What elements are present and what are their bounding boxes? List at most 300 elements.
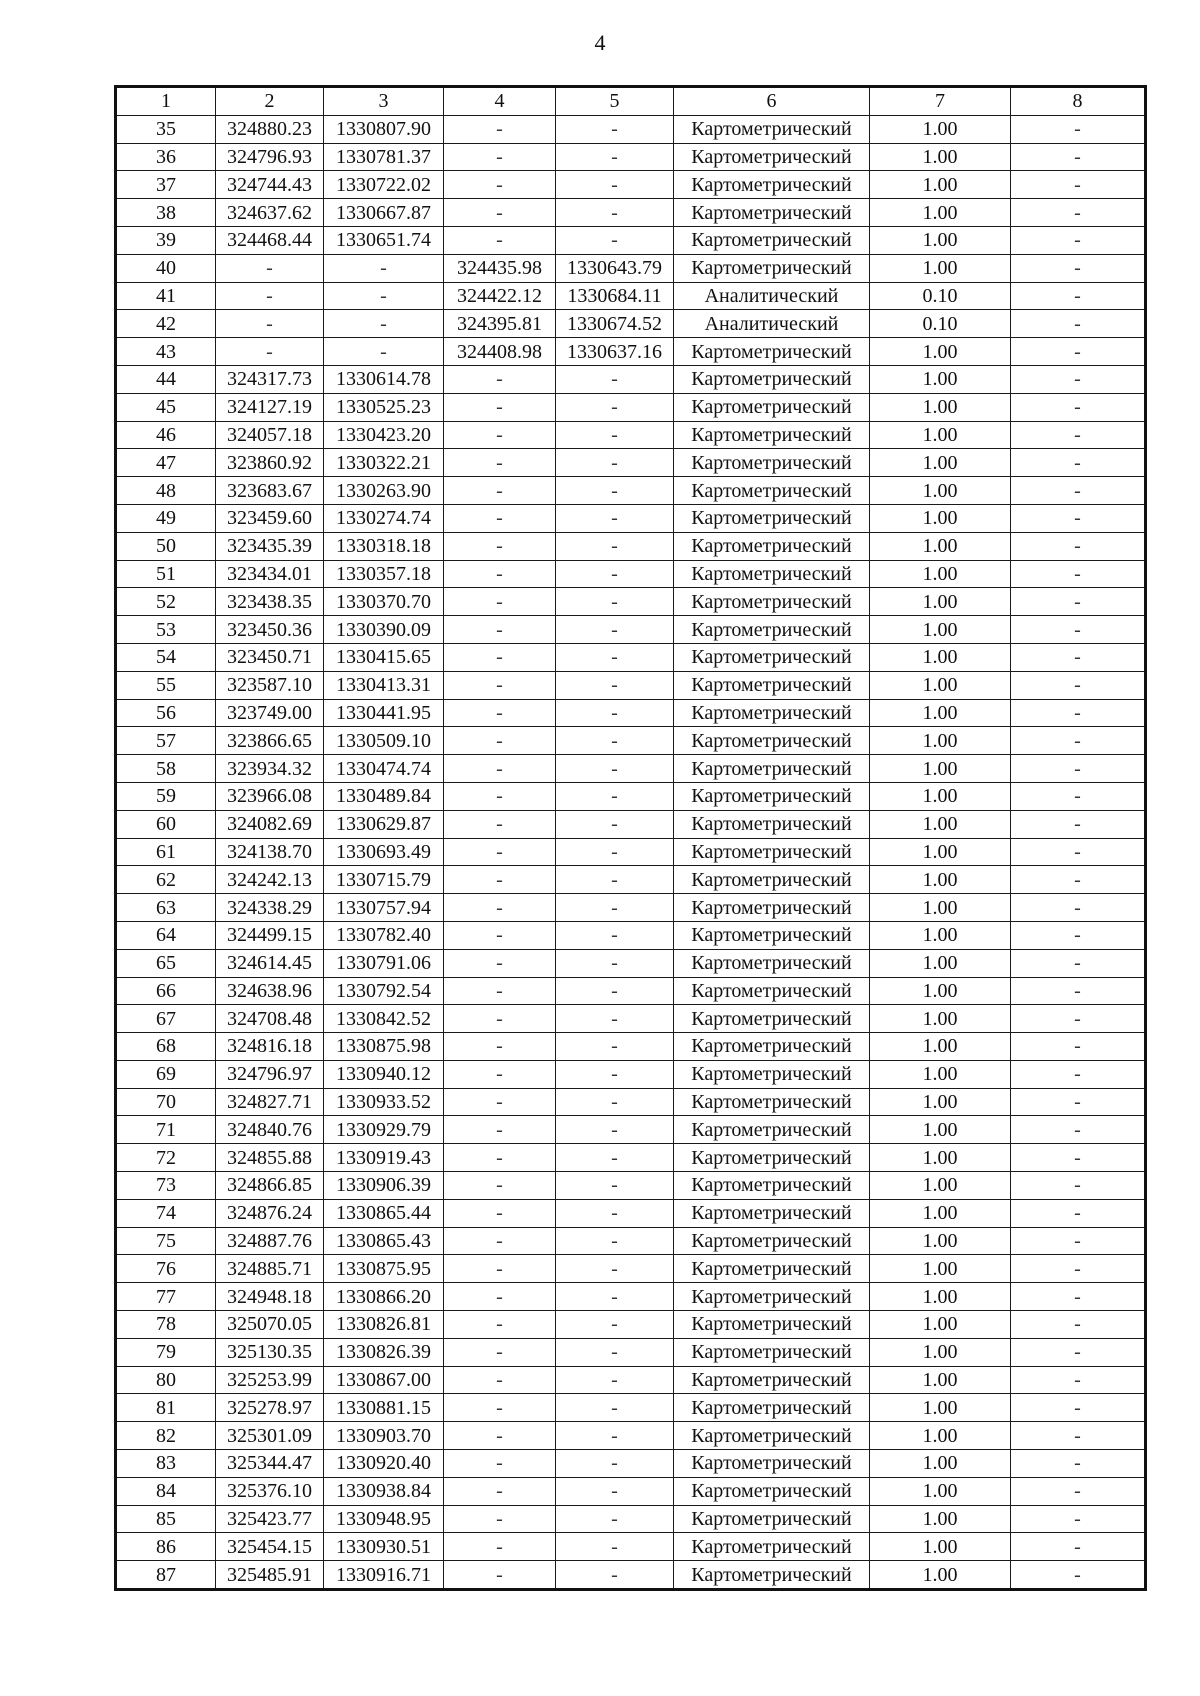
column-header: 4 bbox=[444, 87, 556, 116]
x-coordinate-cell: 324948.18 bbox=[216, 1283, 324, 1311]
accuracy-cell: 1.00 bbox=[870, 1227, 1011, 1255]
point-number-cell: 45 bbox=[116, 393, 216, 421]
y-coordinate-cell: 1330865.44 bbox=[324, 1199, 444, 1227]
y-alt-coordinate-cell: - bbox=[556, 226, 674, 254]
y-coordinate-cell: 1330614.78 bbox=[324, 365, 444, 393]
y-coordinate-cell: 1330826.39 bbox=[324, 1338, 444, 1366]
y-alt-coordinate-cell: - bbox=[556, 199, 674, 227]
x-coordinate-cell: 323866.65 bbox=[216, 727, 324, 755]
point-number-cell: 75 bbox=[116, 1227, 216, 1255]
y-alt-coordinate-cell: - bbox=[556, 1561, 674, 1590]
x-alt-coordinate-cell: - bbox=[444, 894, 556, 922]
y-coordinate-cell: 1330423.20 bbox=[324, 421, 444, 449]
x-alt-coordinate-cell: - bbox=[444, 1422, 556, 1450]
description-cell: - bbox=[1011, 1533, 1146, 1561]
x-coordinate-cell: 323587.10 bbox=[216, 671, 324, 699]
y-alt-coordinate-cell: - bbox=[556, 977, 674, 1005]
point-number-cell: 63 bbox=[116, 894, 216, 922]
y-coordinate-cell: 1330263.90 bbox=[324, 477, 444, 505]
y-alt-coordinate-cell: - bbox=[556, 866, 674, 894]
y-coordinate-cell: 1330781.37 bbox=[324, 143, 444, 171]
y-alt-coordinate-cell: - bbox=[556, 1450, 674, 1478]
accuracy-cell: 1.00 bbox=[870, 199, 1011, 227]
method-cell: Картометрический bbox=[674, 1144, 870, 1172]
method-cell: Аналитический bbox=[674, 310, 870, 338]
method-cell: Картометрический bbox=[674, 755, 870, 783]
description-cell: - bbox=[1011, 393, 1146, 421]
description-cell: - bbox=[1011, 1505, 1146, 1533]
y-alt-coordinate-cell: - bbox=[556, 1477, 674, 1505]
accuracy-cell: 1.00 bbox=[870, 1005, 1011, 1033]
description-cell: - bbox=[1011, 699, 1146, 727]
point-number-cell: 51 bbox=[116, 560, 216, 588]
accuracy-cell: 1.00 bbox=[870, 1561, 1011, 1590]
table-row bbox=[116, 143, 1146, 171]
x-coordinate-cell: 323934.32 bbox=[216, 755, 324, 783]
accuracy-cell: 1.00 bbox=[870, 1338, 1011, 1366]
y-coordinate-cell: 1330929.79 bbox=[324, 1116, 444, 1144]
y-alt-coordinate-cell: - bbox=[556, 1311, 674, 1339]
method-cell: Картометрический bbox=[674, 866, 870, 894]
x-alt-coordinate-cell: - bbox=[444, 1450, 556, 1478]
x-coordinate-cell: 324885.71 bbox=[216, 1255, 324, 1283]
method-cell: Картометрический bbox=[674, 365, 870, 393]
y-alt-coordinate-cell: - bbox=[556, 532, 674, 560]
table-row bbox=[116, 1005, 1146, 1033]
y-alt-coordinate-cell: - bbox=[556, 588, 674, 616]
y-coordinate-cell: 1330322.21 bbox=[324, 449, 444, 477]
method-cell: Картометрический bbox=[674, 532, 870, 560]
y-coordinate-cell: 1330791.06 bbox=[324, 949, 444, 977]
x-alt-coordinate-cell: - bbox=[444, 977, 556, 1005]
point-number-cell: 59 bbox=[116, 782, 216, 810]
point-number-cell: 54 bbox=[116, 643, 216, 671]
x-coordinate-cell: 324876.24 bbox=[216, 1199, 324, 1227]
x-alt-coordinate-cell: - bbox=[444, 921, 556, 949]
x-alt-coordinate-cell: - bbox=[444, 755, 556, 783]
x-coordinate-cell: 324796.97 bbox=[216, 1060, 324, 1088]
accuracy-cell: 0.10 bbox=[870, 310, 1011, 338]
table-row bbox=[116, 671, 1146, 699]
point-number-cell: 83 bbox=[116, 1450, 216, 1478]
y-coordinate-cell: 1330782.40 bbox=[324, 921, 444, 949]
y-alt-coordinate-cell: - bbox=[556, 171, 674, 199]
x-coordinate-cell: 324887.76 bbox=[216, 1227, 324, 1255]
y-coordinate-cell: 1330509.10 bbox=[324, 727, 444, 755]
x-alt-coordinate-cell: - bbox=[444, 1116, 556, 1144]
x-alt-coordinate-cell: - bbox=[444, 699, 556, 727]
accuracy-cell: 1.00 bbox=[870, 1172, 1011, 1200]
x-coordinate-cell: 324708.48 bbox=[216, 1005, 324, 1033]
y-alt-coordinate-cell: - bbox=[556, 727, 674, 755]
description-cell: - bbox=[1011, 866, 1146, 894]
method-cell: Картометрический bbox=[674, 671, 870, 699]
x-coordinate-cell: 325301.09 bbox=[216, 1422, 324, 1450]
accuracy-cell: 1.00 bbox=[870, 1477, 1011, 1505]
point-number-cell: 36 bbox=[116, 143, 216, 171]
table-row bbox=[116, 226, 1146, 254]
y-alt-coordinate-cell: - bbox=[556, 1005, 674, 1033]
y-alt-coordinate-cell: - bbox=[556, 894, 674, 922]
method-cell: Картометрический bbox=[674, 1561, 870, 1590]
accuracy-cell: 1.00 bbox=[870, 1199, 1011, 1227]
description-cell: - bbox=[1011, 782, 1146, 810]
x-coordinate-cell: 323966.08 bbox=[216, 782, 324, 810]
point-number-cell: 77 bbox=[116, 1283, 216, 1311]
point-number-cell: 70 bbox=[116, 1088, 216, 1116]
description-cell: - bbox=[1011, 1422, 1146, 1450]
description-cell: - bbox=[1011, 1255, 1146, 1283]
point-number-cell: 85 bbox=[116, 1505, 216, 1533]
x-alt-coordinate-cell: - bbox=[444, 1172, 556, 1200]
y-coordinate-cell: 1330842.52 bbox=[324, 1005, 444, 1033]
y-alt-coordinate-cell: - bbox=[556, 1199, 674, 1227]
method-cell: Картометрический bbox=[674, 699, 870, 727]
point-number-cell: 78 bbox=[116, 1311, 216, 1339]
table-row bbox=[116, 1172, 1146, 1200]
description-cell: - bbox=[1011, 1088, 1146, 1116]
point-number-cell: 61 bbox=[116, 838, 216, 866]
y-alt-coordinate-cell: - bbox=[556, 365, 674, 393]
y-alt-coordinate-cell: 1330637.16 bbox=[556, 338, 674, 366]
table-row bbox=[116, 699, 1146, 727]
accuracy-cell: 1.00 bbox=[870, 1533, 1011, 1561]
x-alt-coordinate-cell: 324422.12 bbox=[444, 282, 556, 310]
description-cell: - bbox=[1011, 282, 1146, 310]
point-number-cell: 72 bbox=[116, 1144, 216, 1172]
y-coordinate-cell: 1330370.70 bbox=[324, 588, 444, 616]
x-alt-coordinate-cell: - bbox=[444, 504, 556, 532]
y-coordinate-cell: - bbox=[324, 338, 444, 366]
table-row bbox=[116, 282, 1146, 310]
accuracy-cell: 1.00 bbox=[870, 171, 1011, 199]
x-coordinate-cell: - bbox=[216, 254, 324, 282]
accuracy-cell: 1.00 bbox=[870, 727, 1011, 755]
description-cell: - bbox=[1011, 1116, 1146, 1144]
method-cell: Картометрический bbox=[674, 1422, 870, 1450]
point-number-cell: 69 bbox=[116, 1060, 216, 1088]
y-alt-coordinate-cell: - bbox=[556, 949, 674, 977]
accuracy-cell: 1.00 bbox=[870, 977, 1011, 1005]
accuracy-cell: 1.00 bbox=[870, 560, 1011, 588]
x-coordinate-cell: 324317.73 bbox=[216, 365, 324, 393]
table-row bbox=[116, 1450, 1146, 1478]
accuracy-cell: 1.00 bbox=[870, 1366, 1011, 1394]
description-cell: - bbox=[1011, 1144, 1146, 1172]
y-alt-coordinate-cell: - bbox=[556, 1533, 674, 1561]
y-alt-coordinate-cell: 1330643.79 bbox=[556, 254, 674, 282]
table-row bbox=[116, 727, 1146, 755]
y-alt-coordinate-cell: - bbox=[556, 115, 674, 143]
x-coordinate-cell: 325253.99 bbox=[216, 1366, 324, 1394]
table-row bbox=[116, 1366, 1146, 1394]
method-cell: Картометрический bbox=[674, 171, 870, 199]
table-row bbox=[116, 1033, 1146, 1061]
y-alt-coordinate-cell: - bbox=[556, 449, 674, 477]
accuracy-cell: 1.00 bbox=[870, 1144, 1011, 1172]
method-cell: Картометрический bbox=[674, 393, 870, 421]
x-alt-coordinate-cell: - bbox=[444, 810, 556, 838]
description-cell: - bbox=[1011, 254, 1146, 282]
method-cell: Картометрический bbox=[674, 810, 870, 838]
x-coordinate-cell: 325278.97 bbox=[216, 1394, 324, 1422]
accuracy-cell: 1.00 bbox=[870, 755, 1011, 783]
point-number-cell: 48 bbox=[116, 477, 216, 505]
table-row bbox=[116, 616, 1146, 644]
x-alt-coordinate-cell: - bbox=[444, 1005, 556, 1033]
y-alt-coordinate-cell: - bbox=[556, 1088, 674, 1116]
point-number-cell: 68 bbox=[116, 1033, 216, 1061]
page-number: 4 bbox=[594, 30, 606, 55]
y-alt-coordinate-cell: - bbox=[556, 1366, 674, 1394]
y-coordinate-cell: 1330881.15 bbox=[324, 1394, 444, 1422]
method-cell: Картометрический bbox=[674, 1005, 870, 1033]
table-row bbox=[116, 1505, 1146, 1533]
y-alt-coordinate-cell: - bbox=[556, 1144, 674, 1172]
point-number-cell: 81 bbox=[116, 1394, 216, 1422]
point-number-cell: 40 bbox=[116, 254, 216, 282]
point-number-cell: 58 bbox=[116, 755, 216, 783]
method-cell: Картометрический bbox=[674, 727, 870, 755]
x-alt-coordinate-cell: - bbox=[444, 115, 556, 143]
method-cell: Картометрический bbox=[674, 199, 870, 227]
method-cell: Картометрический bbox=[674, 1255, 870, 1283]
y-coordinate-cell: 1330792.54 bbox=[324, 977, 444, 1005]
y-alt-coordinate-cell: - bbox=[556, 1227, 674, 1255]
accuracy-cell: 1.00 bbox=[870, 1311, 1011, 1339]
point-number-cell: 52 bbox=[116, 588, 216, 616]
method-cell: Картометрический bbox=[674, 1283, 870, 1311]
point-number-cell: 43 bbox=[116, 338, 216, 366]
point-number-cell: 66 bbox=[116, 977, 216, 1005]
x-coordinate-cell: 325070.05 bbox=[216, 1311, 324, 1339]
x-alt-coordinate-cell: - bbox=[444, 199, 556, 227]
x-alt-coordinate-cell: - bbox=[444, 1394, 556, 1422]
coordinates-table bbox=[114, 85, 1147, 1591]
accuracy-cell: 1.00 bbox=[870, 616, 1011, 644]
y-coordinate-cell: 1330629.87 bbox=[324, 810, 444, 838]
table-row bbox=[116, 1311, 1146, 1339]
x-alt-coordinate-cell: - bbox=[444, 477, 556, 505]
method-cell: Картометрический bbox=[674, 894, 870, 922]
accuracy-cell: 1.00 bbox=[870, 1422, 1011, 1450]
y-alt-coordinate-cell: - bbox=[556, 643, 674, 671]
x-coordinate-cell: 325423.77 bbox=[216, 1505, 324, 1533]
description-cell: - bbox=[1011, 894, 1146, 922]
table-header-row bbox=[116, 87, 1146, 116]
table-row bbox=[116, 588, 1146, 616]
description-cell: - bbox=[1011, 449, 1146, 477]
accuracy-cell: 1.00 bbox=[870, 421, 1011, 449]
y-alt-coordinate-cell: - bbox=[556, 1060, 674, 1088]
table-row bbox=[116, 393, 1146, 421]
y-coordinate-cell: 1330390.09 bbox=[324, 616, 444, 644]
y-alt-coordinate-cell: - bbox=[556, 755, 674, 783]
point-number-cell: 41 bbox=[116, 282, 216, 310]
point-number-cell: 50 bbox=[116, 532, 216, 560]
point-number-cell: 84 bbox=[116, 1477, 216, 1505]
x-alt-coordinate-cell: - bbox=[444, 1227, 556, 1255]
y-coordinate-cell: 1330940.12 bbox=[324, 1060, 444, 1088]
x-alt-coordinate-cell: - bbox=[444, 727, 556, 755]
point-number-cell: 80 bbox=[116, 1366, 216, 1394]
point-number-cell: 42 bbox=[116, 310, 216, 338]
point-number-cell: 62 bbox=[116, 866, 216, 894]
x-alt-coordinate-cell: - bbox=[444, 1088, 556, 1116]
y-coordinate-cell: 1330807.90 bbox=[324, 115, 444, 143]
accuracy-cell: 1.00 bbox=[870, 949, 1011, 977]
point-number-cell: 38 bbox=[116, 199, 216, 227]
point-number-cell: 74 bbox=[116, 1199, 216, 1227]
method-cell: Аналитический bbox=[674, 282, 870, 310]
method-cell: Картометрический bbox=[674, 1450, 870, 1478]
accuracy-cell: 1.00 bbox=[870, 532, 1011, 560]
accuracy-cell: 1.00 bbox=[870, 782, 1011, 810]
table-row bbox=[116, 1255, 1146, 1283]
x-alt-coordinate-cell: - bbox=[444, 532, 556, 560]
y-alt-coordinate-cell: - bbox=[556, 1505, 674, 1533]
x-coordinate-cell: 324880.23 bbox=[216, 115, 324, 143]
x-coordinate-cell: 324338.29 bbox=[216, 894, 324, 922]
accuracy-cell: 0.10 bbox=[870, 282, 1011, 310]
point-number-cell: 37 bbox=[116, 171, 216, 199]
accuracy-cell: 1.00 bbox=[870, 338, 1011, 366]
method-cell: Картометрический bbox=[674, 338, 870, 366]
description-cell: - bbox=[1011, 1005, 1146, 1033]
x-coordinate-cell: 325130.35 bbox=[216, 1338, 324, 1366]
y-coordinate-cell: 1330875.98 bbox=[324, 1033, 444, 1061]
x-alt-coordinate-cell: - bbox=[444, 1533, 556, 1561]
table-row bbox=[116, 977, 1146, 1005]
method-cell: Картометрический bbox=[674, 643, 870, 671]
y-alt-coordinate-cell: 1330684.11 bbox=[556, 282, 674, 310]
description-cell: - bbox=[1011, 671, 1146, 699]
y-alt-coordinate-cell: - bbox=[556, 1394, 674, 1422]
description-cell: - bbox=[1011, 199, 1146, 227]
y-alt-coordinate-cell: - bbox=[556, 810, 674, 838]
method-cell: Картометрический bbox=[674, 477, 870, 505]
method-cell: Картометрический bbox=[674, 1533, 870, 1561]
description-cell: - bbox=[1011, 115, 1146, 143]
x-coordinate-cell: 324855.88 bbox=[216, 1144, 324, 1172]
method-cell: Картометрический bbox=[674, 143, 870, 171]
accuracy-cell: 1.00 bbox=[870, 1283, 1011, 1311]
x-alt-coordinate-cell: - bbox=[444, 838, 556, 866]
description-cell: - bbox=[1011, 921, 1146, 949]
method-cell: Картометрический bbox=[674, 1338, 870, 1366]
table-row bbox=[116, 365, 1146, 393]
accuracy-cell: 1.00 bbox=[870, 643, 1011, 671]
y-coordinate-cell: 1330875.95 bbox=[324, 1255, 444, 1283]
y-coordinate-cell: 1330938.84 bbox=[324, 1477, 444, 1505]
table-row bbox=[116, 532, 1146, 560]
description-cell: - bbox=[1011, 143, 1146, 171]
method-cell: Картометрический bbox=[674, 504, 870, 532]
accuracy-cell: 1.00 bbox=[870, 1505, 1011, 1533]
accuracy-cell: 1.00 bbox=[870, 254, 1011, 282]
accuracy-cell: 1.00 bbox=[870, 226, 1011, 254]
x-coordinate-cell: 324468.44 bbox=[216, 226, 324, 254]
y-alt-coordinate-cell: - bbox=[556, 921, 674, 949]
description-cell: - bbox=[1011, 838, 1146, 866]
y-alt-coordinate-cell: - bbox=[556, 1422, 674, 1450]
description-cell: - bbox=[1011, 1450, 1146, 1478]
x-alt-coordinate-cell: - bbox=[444, 1255, 556, 1283]
x-alt-coordinate-cell: - bbox=[444, 782, 556, 810]
accuracy-cell: 1.00 bbox=[870, 143, 1011, 171]
description-cell: - bbox=[1011, 810, 1146, 838]
x-alt-coordinate-cell: - bbox=[444, 588, 556, 616]
method-cell: Картометрический bbox=[674, 921, 870, 949]
method-cell: Картометрический bbox=[674, 1116, 870, 1144]
x-coordinate-cell: 323860.92 bbox=[216, 449, 324, 477]
column-header: 8 bbox=[1011, 87, 1146, 116]
x-alt-coordinate-cell: - bbox=[444, 1366, 556, 1394]
accuracy-cell: 1.00 bbox=[870, 894, 1011, 922]
x-coordinate-cell: 324082.69 bbox=[216, 810, 324, 838]
y-alt-coordinate-cell: - bbox=[556, 143, 674, 171]
point-number-cell: 86 bbox=[116, 1533, 216, 1561]
y-coordinate-cell: 1330867.00 bbox=[324, 1366, 444, 1394]
accuracy-cell: 1.00 bbox=[870, 671, 1011, 699]
x-alt-coordinate-cell: 324395.81 bbox=[444, 310, 556, 338]
description-cell: - bbox=[1011, 588, 1146, 616]
description-cell: - bbox=[1011, 171, 1146, 199]
x-alt-coordinate-cell: - bbox=[444, 143, 556, 171]
table-row bbox=[116, 560, 1146, 588]
y-alt-coordinate-cell: - bbox=[556, 699, 674, 727]
column-header: 5 bbox=[556, 87, 674, 116]
x-coordinate-cell: 324638.96 bbox=[216, 977, 324, 1005]
point-number-cell: 71 bbox=[116, 1116, 216, 1144]
column-header: 7 bbox=[870, 87, 1011, 116]
description-cell: - bbox=[1011, 560, 1146, 588]
accuracy-cell: 1.00 bbox=[870, 588, 1011, 616]
y-coordinate-cell: 1330413.31 bbox=[324, 671, 444, 699]
method-cell: Картометрический bbox=[674, 782, 870, 810]
x-alt-coordinate-cell: - bbox=[444, 449, 556, 477]
x-alt-coordinate-cell: - bbox=[444, 1144, 556, 1172]
table-row bbox=[116, 866, 1146, 894]
table-row bbox=[116, 115, 1146, 143]
table-row bbox=[116, 1283, 1146, 1311]
x-alt-coordinate-cell: - bbox=[444, 421, 556, 449]
y-alt-coordinate-cell: - bbox=[556, 477, 674, 505]
table-row bbox=[116, 1338, 1146, 1366]
description-cell: - bbox=[1011, 1561, 1146, 1590]
table-row bbox=[116, 894, 1146, 922]
point-number-cell: 55 bbox=[116, 671, 216, 699]
method-cell: Картометрический bbox=[674, 949, 870, 977]
y-coordinate-cell: 1330865.43 bbox=[324, 1227, 444, 1255]
point-number-cell: 39 bbox=[116, 226, 216, 254]
method-cell: Картометрический bbox=[674, 1311, 870, 1339]
x-coordinate-cell: - bbox=[216, 282, 324, 310]
y-coordinate-cell: 1330919.43 bbox=[324, 1144, 444, 1172]
x-alt-coordinate-cell: - bbox=[444, 643, 556, 671]
accuracy-cell: 1.00 bbox=[870, 1088, 1011, 1116]
x-coordinate-cell: 324816.18 bbox=[216, 1033, 324, 1061]
accuracy-cell: 1.00 bbox=[870, 1450, 1011, 1478]
description-cell: - bbox=[1011, 977, 1146, 1005]
point-number-cell: 57 bbox=[116, 727, 216, 755]
table-row bbox=[116, 310, 1146, 338]
y-coordinate-cell: 1330318.18 bbox=[324, 532, 444, 560]
y-alt-coordinate-cell: - bbox=[556, 616, 674, 644]
method-cell: Картометрический bbox=[674, 1366, 870, 1394]
x-coordinate-cell: 324614.45 bbox=[216, 949, 324, 977]
table-row bbox=[116, 921, 1146, 949]
